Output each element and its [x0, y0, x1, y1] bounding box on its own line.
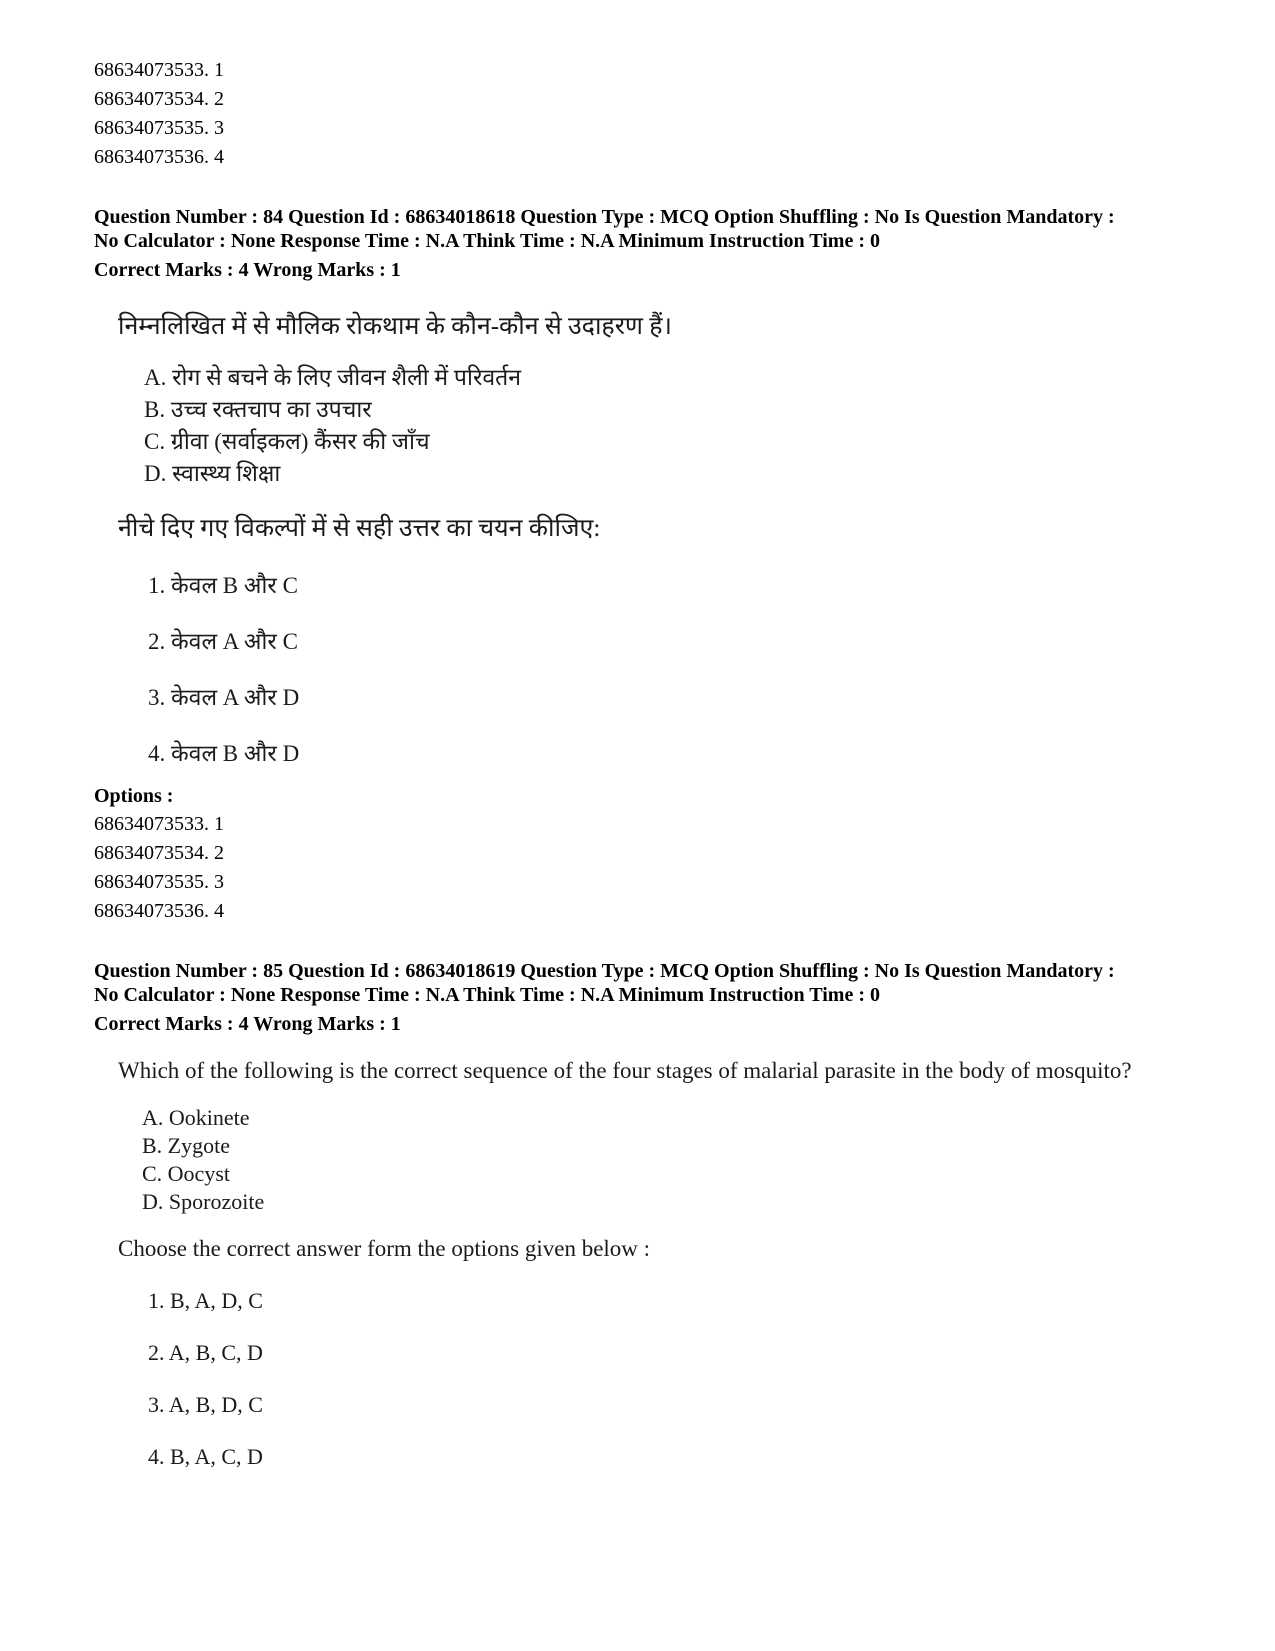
question-marks: Correct Marks : 4 Wrong Marks : 1: [94, 259, 401, 281]
option-line: 68634073533. 1: [94, 59, 224, 81]
statement-c: C. Oocyst: [142, 1161, 230, 1186]
question-stem: Which of the following is the correct sequence of the four stages of malarial parasite in the body of mosquito?: [118, 1058, 1132, 1083]
choice-3: 3. A, B, D, C: [148, 1392, 263, 1417]
choice-4: 4. B, A, C, D: [148, 1444, 263, 1469]
question-instruction: नीचे दिए गए विकल्पों में से सही उत्तर का चयन कीजिए:: [118, 515, 601, 542]
statement-d: D. Sporozoite: [142, 1189, 265, 1214]
option-line: 68634073534. 2: [94, 842, 224, 864]
question-85-body: [118, 1058, 1132, 1484]
choice-2: 2. A, B, C, D: [148, 1340, 263, 1365]
statement-b: B. उच्च रक्तचाप का उपचार: [144, 397, 372, 422]
question-84-options: [94, 782, 224, 926]
previous-options-list: [94, 56, 224, 172]
choice-1: 1. B, A, D, C: [148, 1288, 263, 1313]
question-85-header: [94, 959, 1115, 1036]
question-meta-line-2: No Calculator : None Response Time : N.A Think Time : N.A Minimum Instruction Time : 0: [94, 230, 880, 252]
choice-1: 1. केवल B और C: [148, 573, 298, 598]
option-line: 68634073535. 3: [94, 117, 224, 139]
question-marks: Correct Marks : 4 Wrong Marks : 1: [94, 1013, 401, 1035]
choice-4: 4. केवल B और D: [148, 741, 300, 766]
statement-d: D. स्वास्थ्य शिक्षा: [144, 461, 281, 486]
statement-c: C. ग्रीवा (सर्वाइकल) कैंसर की जाँच: [144, 429, 430, 454]
options-label: Options :: [94, 785, 174, 807]
statement-b: B. Zygote: [142, 1133, 230, 1158]
question-meta-line-1: Question Number : 85 Question Id : 68634018619 Question Type : MCQ Option Shuffling : No Is Question Mandatory :: [94, 960, 1115, 982]
statement-a: A. रोग से बचने के लिए जीवन शैली में परिवर्तन: [144, 365, 522, 390]
statement-a: A. Ookinete: [142, 1105, 250, 1130]
option-line: 68634073534. 2: [94, 88, 224, 110]
question-meta-line-2: No Calculator : None Response Time : N.A Think Time : N.A Minimum Instruction Time : 0: [94, 984, 880, 1006]
choice-2: 2. केवल A और C: [148, 629, 298, 654]
question-stem: निम्नलिखित में से मौलिक रोकथाम के कौन-कौन से उदाहरण हैं।: [118, 313, 673, 340]
option-line: 68634073536. 4: [94, 900, 224, 922]
question-84-body: [118, 308, 672, 776]
question-instruction: Choose the correct answer form the options given below :: [118, 1236, 651, 1261]
question-84-header: [94, 205, 1115, 282]
option-line: 68634073536. 4: [94, 146, 224, 168]
option-line: 68634073535. 3: [94, 871, 224, 893]
question-meta-line-1: Question Number : 84 Question Id : 68634018618 Question Type : MCQ Option Shuffling : No Is Question Mandatory :: [94, 206, 1115, 228]
option-line: 68634073533. 1: [94, 813, 224, 835]
choice-3: 3. केवल A और D: [148, 685, 300, 710]
